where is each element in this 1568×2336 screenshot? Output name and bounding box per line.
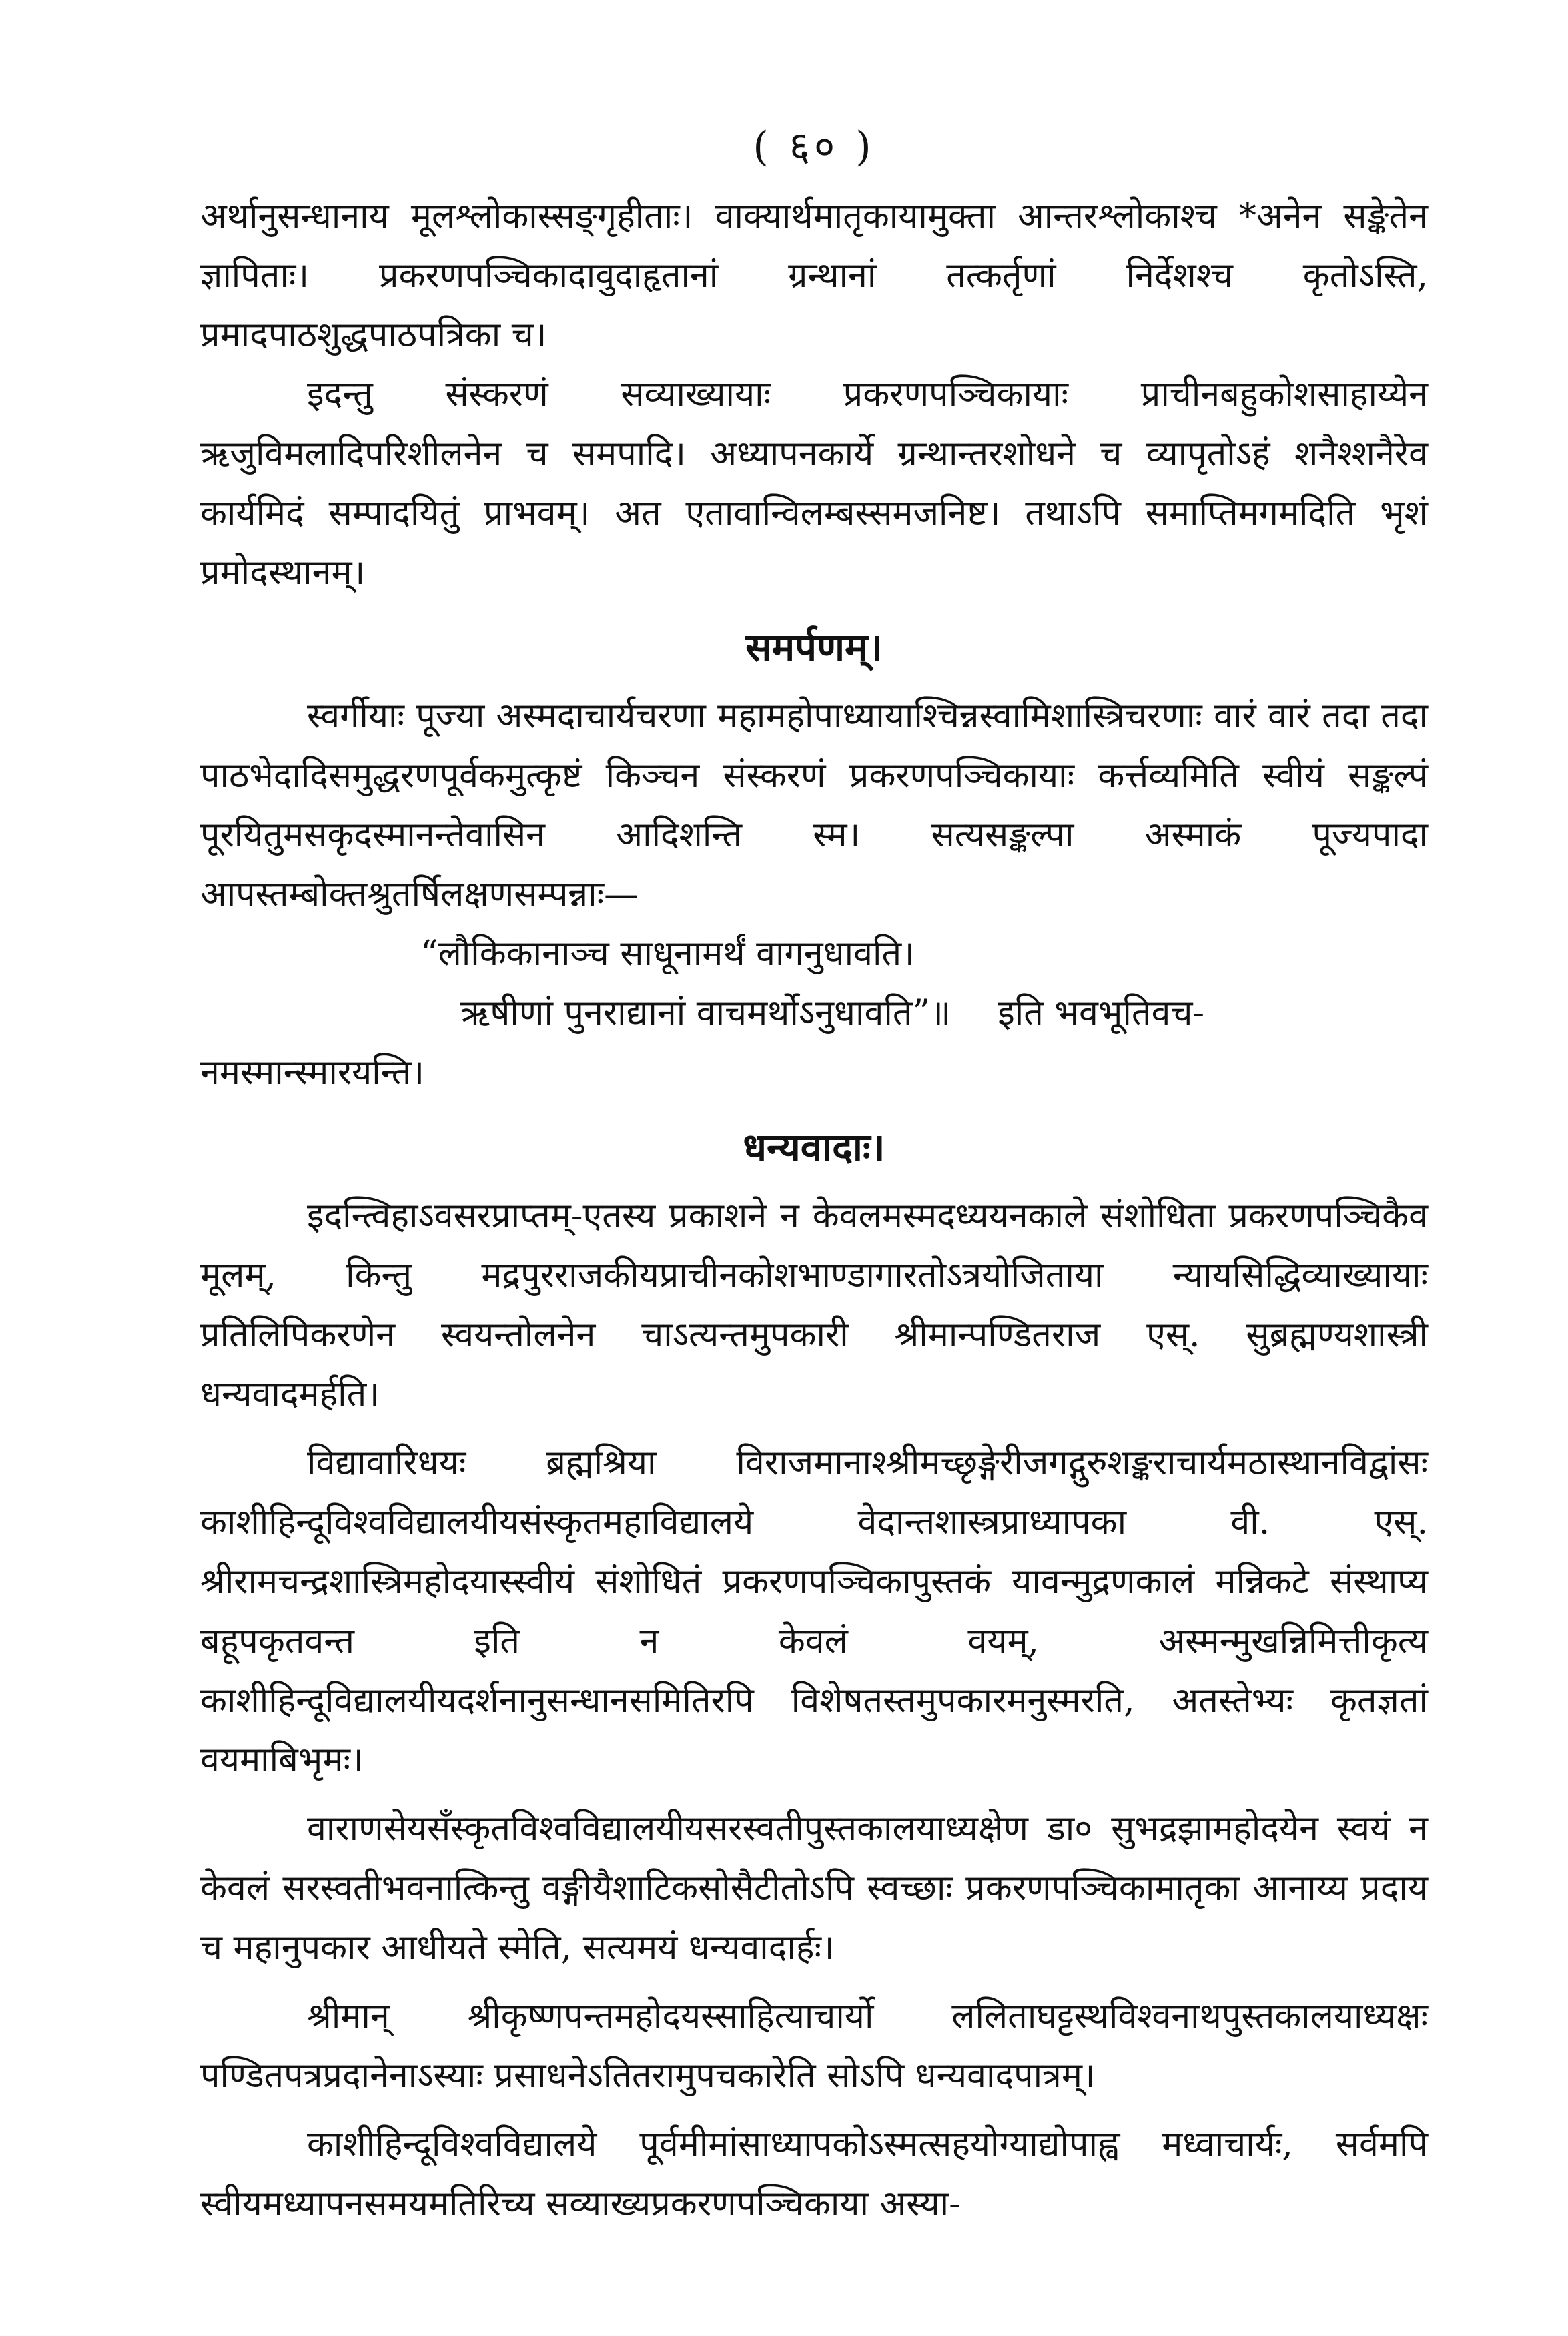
page-number: ( ६० ) (753, 123, 875, 170)
samarpanam-closing: नमस्मान्स्मारयन्ति। (200, 1053, 425, 1093)
page-content (200, 120, 1428, 2296)
dhanyavada-paragraph-1: इदन्त्विहाऽवसरप्राप्तम्-एतस्य प्रकाशने न केवलमस्मदध्ययनकाले संशोधिता प्रकरणपञ्चिकैव मूलम्, किन्तु मद्रपुरराजकीयप्राचीनकोशभाण्डागारतोऽत्रयोजिताया न्यायसिद्धिव्याख्यायाः प्रतिलिपिकरणेन स्वयन्तोलनेन चाऽत्यन्तमुपकारी श्रीमान्पण्डितराज एस्. सुब्रह्मण्यशास्त्री धन्यवादमर्हति। (200, 1196, 1428, 1414)
section-heading-samarpanam: समर्पणम्। (745, 625, 883, 670)
dhanyavada-paragraph-2: विद्यावारिधयः ब्रह्मश्रिया विराजमानाश्श्रीमच्छृङ्गेरीजगद्गुरुशङ्कराचार्यमठास्थानविद्वांसः काशीहिन्दूविश्वविद्यालयीयसंस्कृतमहाविद्यालये वेदान्तशास्त्रप्राध्यापका वी. एस्. श्रीरामचन्द्रशास्त्रिमहोदयास्स्वीयं संशोधितं प्रकरणपञ्चिकापुस्तकं यावन्मुद्रणकालं मन्निकटे संस्थाप्य बहूपकृतवन्त इति न केवलं वयम्, अस्मन्मुखन्निमित्तीकृत्य काशीहिन्दूविद्यालयीयदर्शनानुसन्धानसमितिरपि विशेषतस्तमुपकारमनुस्मरति, अतस्तेभ्यः कृतज्ञतां वयमाबिभृमः। (200, 1443, 1428, 1780)
section-heading-dhanyavada: धन्यवादाः। (743, 1125, 885, 1170)
verse-line-2: ऋषीणां पुनराद्यानां वाचमर्थोऽनुधावति”॥ (460, 993, 951, 1033)
intro-paragraph-1: अर्थानुसन्धानाय मूलश्लोकास्सङ्गृहीताः। वाक्यार्थमातृकायामुक्ता आन्तरश्लोकाश्च *अनेन सङ्केतेन ज्ञापिताः। प्रकरणपञ्चिकादावुदाहृतानां ग्रन्थानां तत्कर्तृणां निर्देशश्च कृतोऽस्ति, प्रमादपाठशुद्धपाठपत्रिका च। (200, 196, 1428, 355)
verse-line-1: “लौकिकानाञ्च साधूनामर्थं वागनुधावति। (420, 934, 915, 974)
verse-attribution: इति भवभूतिवच- (998, 993, 1205, 1033)
samarpanam-paragraph: स्वर्गीयाः पूज्या अस्मदाचार्यचरणा महामहोपाध्यायाश्चिन्नस्वामिशास्त्रिचरणाः वारं वारं तदा तदा पाठभेदादिसमुद्धरणपूर्वकमुत्कृष्टं किञ्चन संस्करणं प्रकरणपञ्चिकायाः कर्त्तव्यमिति स्वीयं सङ्कल्पं पूरयितुमसकृदस्मानन्तेवासिन आदिशन्ति स्म। सत्यसङ्कल्पा अस्माकं पूज्यपादा आपस्तम्बोक्तश्रुतर्षिलक्षणसम्पन्नाः— (200, 696, 1428, 914)
dhanyavada-paragraph-4: श्रीमान् श्रीकृष्णपन्तमहोदयस्साहित्याचार्यो ललिताघट्टस्थविश्वनाथपुस्तकालयाध्यक्षः पण्डितपत्रप्रदानेनाऽस्याः प्रसाधनेऽतितरामुपचकारेति सोऽपि धन्यवादपात्रम्। (200, 1996, 1428, 2096)
dhanyavada-paragraph-5: काशीहिन्दूविश्वविद्यालये पूर्वमीमांसाध्यापकोऽस्मत्सहयोग्याद्योपाह्व मध्वाचार्यः, सर्वमपि स्वीयमध्यापनसमयमतिरिच्य सव्याख्यप्रकरणपञ्चिकाया अस्या- (200, 2124, 1428, 2224)
intro-paragraph-2: इदन्तु संस्करणं सव्याख्यायाः प्रकरणपञ्चिकायाः प्राचीनबहुकोशसाहाय्येन ऋजुविमलादिपरिशीलनेन च समपादि। अध्यापनकार्ये ग्रन्थान्तरशोधने च व्यापृतोऽहं शनैश्शनैरेव कार्यमिदं सम्पादयितुं प्राभवम्। अत एतावान्विलम्बस्समजनिष्ट। तथाऽपि समाप्तिमगमदिति भृशं प्रमोदस्थानम्। (200, 374, 1428, 593)
verse-line-2-row (200, 984, 1428, 1043)
dhanyavada-paragraph-3: वाराणसेयसँस्कृतविश्वविद्यालयीयसरस्वतीपुस्तकालयाध्यक्षेण डा० सुभद्रझामहोदयेन स्वयं न केवलं सरस्वतीभवनात्किन्तु वङ्गीयैशाटिकसोसैटीतोऽपि स्वच्छाः प्रकरणपञ्चिकामातृका आनाय्य प्रदाय च महानुपकार आधीयते स्मेति, सत्यमयं धन्यवादार्हः। (200, 1809, 1428, 1968)
